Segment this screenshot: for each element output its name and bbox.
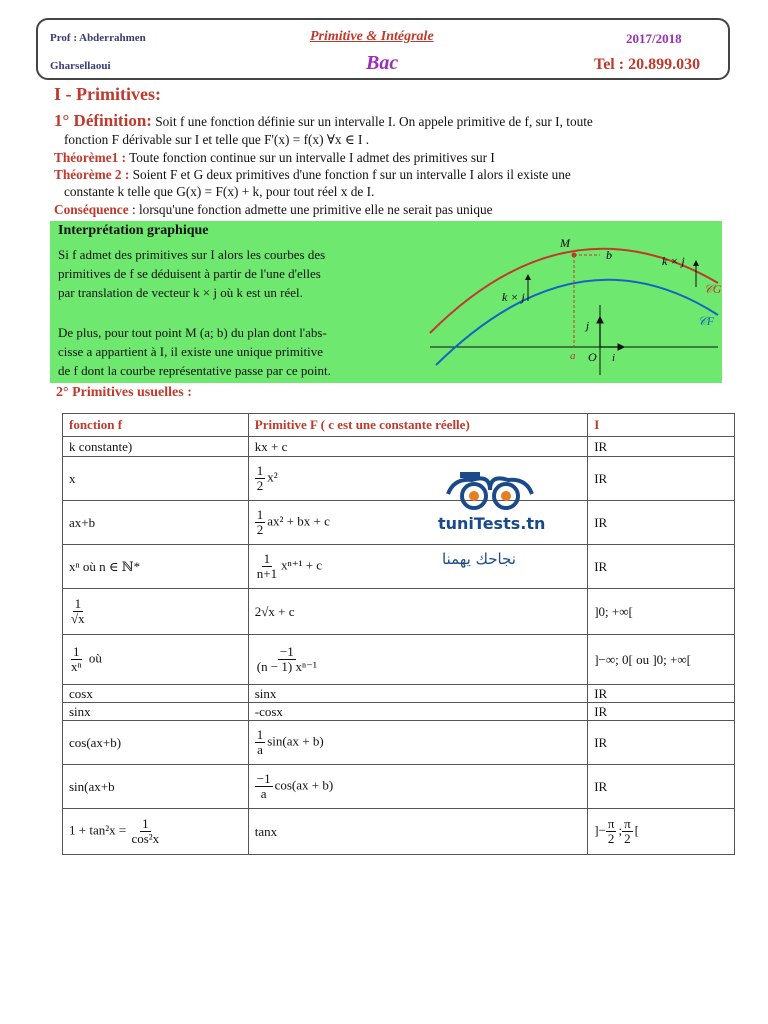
para1-line: Si f admet des primitives sur I alors les courbes des	[58, 247, 326, 262]
para2-line: De plus, pour tout point M (a; b) du plan dont l'abs-	[58, 325, 327, 340]
watermark-slogan: نجاحك يهمنا	[442, 550, 516, 568]
definition-label: 1° Définition:	[54, 111, 152, 130]
fraction: $\frac{-1}{\text{(n − 1) xⁿ⁻¹}}$	[256, 644, 317, 674]
table-row	[63, 501, 735, 545]
cell-primitive	[248, 635, 587, 685]
cell-interval: IR	[588, 721, 735, 765]
label-i: i	[612, 352, 616, 364]
cell-interval: IR	[588, 457, 735, 501]
cell-primitive: $\frac{-1}{a}$ cos(ax + b)	[248, 765, 587, 809]
theorem-1-label: Théorème1 :	[54, 150, 126, 165]
label-a: a	[570, 350, 576, 362]
label-kj-left: k × j	[502, 290, 525, 304]
table-header-row	[63, 414, 735, 437]
interpretation-paragraph-2	[58, 323, 398, 380]
para2-line: cisse a appartient à I, il existe une unique primitive	[58, 344, 323, 359]
fraction: $\frac{1}{2}$	[256, 463, 264, 493]
cell-interval: IR	[588, 437, 735, 457]
definition-text: Soit f une fonction définie sur un intervalle I. On appele primitive de f, sur I, toute	[155, 114, 593, 129]
table-row	[63, 437, 735, 457]
cell-primitive: $\frac{1}{2}$ x²	[248, 457, 587, 501]
label-j: j	[586, 320, 590, 332]
table-row	[63, 685, 735, 703]
theorem-2-text: Soient F et G deux primitives d'une fonction f sur un intervalle I alors il existe une	[132, 167, 571, 182]
fraction: $\frac{\pi}{2}$	[624, 816, 631, 846]
cell-interval: IR	[588, 501, 735, 545]
theorem-2-line-1	[54, 166, 571, 183]
cell-function: k constante)	[63, 437, 249, 457]
label-cf: 𝒞F	[698, 314, 715, 328]
fraction: $\frac{1}{√x}$	[71, 596, 85, 626]
para1-line: par translation de vecteur k × j où k est un réel.	[58, 285, 303, 300]
label-cg: 𝒞G	[704, 282, 722, 296]
cell-interval: IR	[588, 685, 735, 703]
cell-primitive: sinx	[248, 685, 587, 703]
cell-function: $\frac{1}{\text{xⁿ}}$ où	[63, 635, 249, 685]
consequence-label: Conséquence	[54, 202, 129, 217]
fraction: $\frac{1}{\text{xⁿ}}$	[71, 644, 82, 674]
cell-primitive: 2√x + c	[248, 589, 587, 635]
table-row	[63, 703, 735, 721]
cell-function: sin(ax+b	[63, 765, 249, 809]
translation-graph	[428, 225, 722, 375]
table-row	[63, 545, 735, 589]
fraction: $\frac{\pi}{2}$	[607, 816, 615, 846]
theorem-1-text: Toute fonction continue sur un intervalle I admet des primitives sur I	[129, 150, 495, 165]
watermark	[432, 472, 562, 582]
theorem-1	[54, 149, 495, 166]
interpretation-paragraph-1	[58, 245, 398, 302]
table-row	[63, 809, 735, 855]
label-m: M	[560, 236, 570, 250]
document-title: Primitive & Intégrale	[310, 29, 434, 44]
para1-line: primitives de f se déduisent à partir de l'une d'elles	[58, 266, 321, 281]
cell-function	[63, 589, 249, 635]
owl-logo-icon	[444, 472, 536, 512]
theorem-2-line-2: constante k telle que G(x) = F(x) + k, pour tout réel x de I.	[64, 184, 375, 199]
cell-interval: ]0; +∞[	[588, 589, 735, 635]
fraction: $\frac{1}{n+1}$	[256, 551, 278, 581]
cell-function: xⁿ où n ∈ ℕ*	[63, 545, 249, 589]
page-header	[36, 18, 730, 80]
primitives-table	[62, 413, 735, 855]
table-header: Primitive F ( c est une constante réelle)	[248, 414, 587, 437]
graphical-interpretation-box	[50, 221, 722, 383]
cell-interval: ]−∞; 0[ ou ]0; +∞[	[588, 635, 735, 685]
point-m	[572, 253, 577, 258]
cell-interval: IR	[588, 765, 735, 809]
phone-number: Tel : 20.899.030	[594, 56, 701, 73]
cell-function: 1 + tan²x = $\frac{1}{\text{cos²x}}$	[63, 809, 249, 855]
table-row	[63, 721, 735, 765]
definition-line-2: fonction F dérivable sur I et telle que F'(x) = f(x) ∀x ∈ I .	[64, 132, 370, 147]
label-b: b	[606, 248, 612, 262]
para2-line: de f dont la courbe représentative passe par ce point.	[58, 363, 331, 378]
watermark-site: tuniTests.tn	[438, 514, 546, 533]
cell-primitive: $\frac{1}{a}$ sin(ax + b)	[248, 721, 587, 765]
cell-function: ax+b	[63, 501, 249, 545]
school-year: 2017/2018	[626, 31, 682, 46]
theorem-2-label: Théorème 2 :	[54, 167, 130, 182]
cell-primitive: $\frac{1}{2}$ ax² + bx + c	[248, 501, 587, 545]
fraction: $\frac{1}{\text{cos²x}}$	[131, 816, 160, 846]
cell-interval: ]− $\frac{\pi}{2}$ ; $\frac{\pi}{2}$ [	[588, 809, 735, 855]
definition-line-1	[54, 112, 734, 130]
interpretation-title: Interprétation graphique	[58, 223, 209, 238]
cell-interval: IR	[588, 545, 735, 589]
cell-primitive: -cosx	[248, 703, 587, 721]
cell-primitive: kx + c	[248, 437, 587, 457]
author-name: Gharsellaoui	[50, 60, 111, 72]
cell-function: x	[63, 457, 249, 501]
fraction: $\frac{1}{2}$	[256, 507, 264, 537]
table-header: I	[588, 414, 735, 437]
table-header: fonction f	[63, 414, 249, 437]
cell-primitive: tanx	[248, 809, 587, 855]
fraction: $\frac{1}{a}$	[256, 727, 264, 757]
table-row	[63, 457, 735, 501]
label-o: O	[588, 350, 597, 364]
section-title-usual-primitives: 2° Primitives usuelles :	[56, 385, 192, 400]
author-label: Prof : Abderrahmen	[50, 32, 146, 44]
cell-primitive: $\frac{1}{n+1}$ xⁿ⁺¹ + c	[248, 545, 587, 589]
level-label: Bac	[366, 52, 399, 74]
cell-function: sinx	[63, 703, 249, 721]
table-row	[63, 765, 735, 809]
table-row	[63, 589, 735, 635]
cell-interval: IR	[588, 703, 735, 721]
table-row	[63, 635, 735, 685]
section-title-primitives: I - Primitives:	[54, 84, 161, 104]
consequence	[54, 201, 493, 218]
label-kj-right: k × j	[662, 254, 685, 268]
consequence-text: : lorsqu'une fonction admette une primitive elle ne serait pas unique	[131, 202, 493, 217]
cell-function: cosx	[63, 685, 249, 703]
fraction: $\frac{-1}{a}$	[256, 771, 271, 801]
cell-function: cos(ax+b)	[63, 721, 249, 765]
